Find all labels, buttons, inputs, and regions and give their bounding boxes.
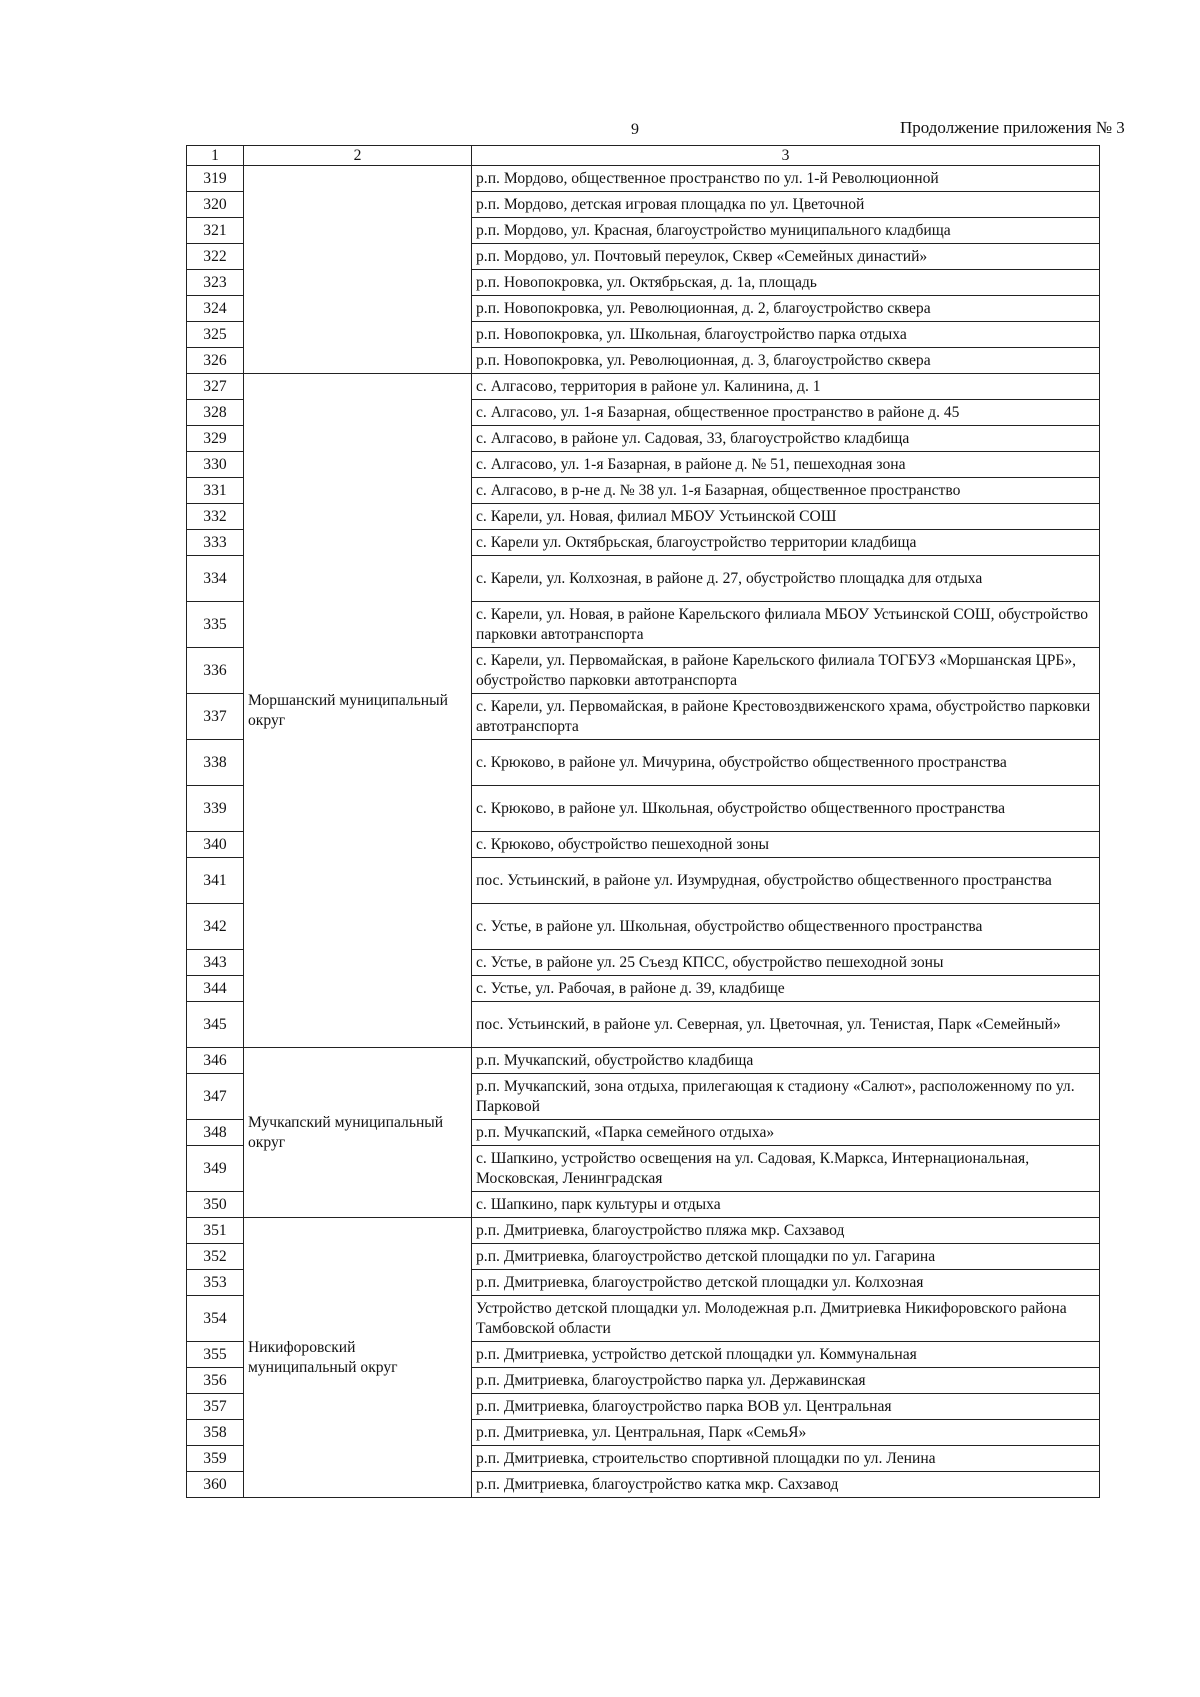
object-description: с. Алгасово, в р-не д. № 38 ул. 1-я Базарная, общественное пространство (472, 478, 1100, 504)
object-description: р.п. Новопокровка, ул. Революционная, д. 3, благоустройство сквера (472, 348, 1100, 374)
row-number: 344 (187, 976, 244, 1002)
table-row (187, 1218, 1100, 1244)
object-description: р.п. Дмитриевка, благоустройство детской площадки ул. Колхозная (472, 1270, 1100, 1296)
table-row (187, 374, 1100, 400)
object-description: р.п. Дмитриевка, ул. Центральная, Парк «СемьЯ» (472, 1420, 1100, 1446)
row-number: 324 (187, 296, 244, 322)
row-number: 333 (187, 530, 244, 556)
row-number: 328 (187, 400, 244, 426)
object-description: с. Карели, ул. Новая, филиал МБОУ Устьинской СОШ (472, 504, 1100, 530)
row-number: 354 (187, 1296, 244, 1342)
object-description: с. Алгасово, ул. 1-я Базарная, в районе д. № 51, пешеходная зона (472, 452, 1100, 478)
object-description: с. Устье, ул. Рабочая, в районе д. 39, кладбище (472, 976, 1100, 1002)
row-number: 327 (187, 374, 244, 400)
row-number: 338 (187, 740, 244, 786)
object-description: с. Карели, ул. Новая, в районе Карельского филиала МБОУ Устьинской СОШ, обустройство парковки автотранспорта (472, 602, 1100, 648)
row-number: 339 (187, 786, 244, 832)
row-number: 337 (187, 694, 244, 740)
column-header-district: 2 (244, 146, 472, 166)
row-number: 326 (187, 348, 244, 374)
row-number: 355 (187, 1342, 244, 1368)
row-number: 356 (187, 1368, 244, 1394)
row-number: 343 (187, 950, 244, 976)
object-description: с. Крюково, обустройство пешеходной зоны (472, 832, 1100, 858)
object-description: с. Алгасово, в районе ул. Садовая, 33, благоустройство кладбища (472, 426, 1100, 452)
row-number: 325 (187, 322, 244, 348)
object-description: р.п. Дмитриевка, строительство спортивной площадки по ул. Ленина (472, 1446, 1100, 1472)
object-description: Устройство детской площадки ул. Молодежная р.п. Дмитриевка Никифоровского района Тамбовской области (472, 1296, 1100, 1342)
row-number: 359 (187, 1446, 244, 1472)
row-number: 348 (187, 1120, 244, 1146)
column-header-object: 3 (472, 146, 1100, 166)
object-description: р.п. Мордово, ул. Почтовый переулок, Сквер «Семейных династий» (472, 244, 1100, 270)
district-name (244, 166, 472, 374)
object-description: р.п. Мучкапский, зона отдыха, прилегающая к стадиону «Салют», расположенному по ул. Парковой (472, 1074, 1100, 1120)
row-number: 350 (187, 1192, 244, 1218)
row-number: 358 (187, 1420, 244, 1446)
row-number: 332 (187, 504, 244, 530)
object-description: с. Устье, в районе ул. Школьная, обустройство общественного пространства (472, 904, 1100, 950)
row-number: 329 (187, 426, 244, 452)
row-number: 330 (187, 452, 244, 478)
object-description: р.п. Дмитриевка, благоустройство пляжа мкр. Сахзавод (472, 1218, 1100, 1244)
column-header-number: 1 (187, 146, 244, 166)
page-number: 9 (631, 121, 639, 138)
district-name: Мучкапский муниципальный округ (244, 1048, 472, 1218)
object-description: пос. Устьинский, в районе ул. Изумрудная, обустройство общественного пространства (472, 858, 1100, 904)
row-number: 331 (187, 478, 244, 504)
table-header (187, 146, 1100, 166)
object-description: р.п. Мучкапский, обустройство кладбища (472, 1048, 1100, 1074)
row-number: 322 (187, 244, 244, 270)
object-description: р.п. Новопокровка, ул. Революционная, д. 2, благоустройство сквера (472, 296, 1100, 322)
row-number: 342 (187, 904, 244, 950)
table-row (187, 166, 1100, 192)
row-number: 352 (187, 1244, 244, 1270)
row-number: 335 (187, 602, 244, 648)
object-description: с. Алгасово, территория в районе ул. Калинина, д. 1 (472, 374, 1100, 400)
row-number: 353 (187, 1270, 244, 1296)
object-description: р.п. Дмитриевка, устройство детской площадки ул. Коммунальная (472, 1342, 1100, 1368)
object-description: р.п. Мучкапский, «Парка семейного отдыха» (472, 1120, 1100, 1146)
object-description: р.п. Новопокровка, ул. Школьная, благоустройство парка отдыха (472, 322, 1100, 348)
district-name: Никифоровский муниципальный округ (244, 1218, 472, 1498)
object-description: р.п. Дмитриевка, благоустройство детской площадки по ул. Гагарина (472, 1244, 1100, 1270)
continuation-note: Продолжение приложения № 3 (900, 118, 1125, 137)
row-number: 336 (187, 648, 244, 694)
row-number: 347 (187, 1074, 244, 1120)
row-number: 346 (187, 1048, 244, 1074)
table-row (187, 1048, 1100, 1074)
row-number: 345 (187, 1002, 244, 1048)
row-number: 323 (187, 270, 244, 296)
object-description: с. Карели, ул. Колхозная, в районе д. 27, обустройство площадка для отдыха (472, 556, 1100, 602)
object-description: р.п. Дмитриевка, благоустройство катка мкр. Сахзавод (472, 1472, 1100, 1498)
district-name: Моршанский муниципальный округ (244, 374, 472, 1048)
object-description: с. Карели ул. Октябрьская, благоустройство территории кладбища (472, 530, 1100, 556)
object-description: с. Устье, в районе ул. 25 Съезд КПСС, обустройство пешеходной зоны (472, 950, 1100, 976)
object-description: р.п. Мордово, детская игровая площадка по ул. Цветочной (472, 192, 1100, 218)
object-description: с. Крюково, в районе ул. Мичурина, обустройство общественного пространства (472, 740, 1100, 786)
object-description: р.п. Новопокровка, ул. Октябрьская, д. 1а, площадь (472, 270, 1100, 296)
row-number: 320 (187, 192, 244, 218)
row-number: 349 (187, 1146, 244, 1192)
row-number: 351 (187, 1218, 244, 1244)
row-number: 360 (187, 1472, 244, 1498)
row-number: 321 (187, 218, 244, 244)
registry-table (186, 145, 1100, 1498)
row-number: 357 (187, 1394, 244, 1420)
object-description: с. Алгасово, ул. 1-я Базарная, общественное пространство в районе д. 45 (472, 400, 1100, 426)
row-number: 334 (187, 556, 244, 602)
object-description: с. Шапкино, парк культуры и отдыха (472, 1192, 1100, 1218)
object-description: с. Карели, ул. Первомайская, в районе Карельского филиала ТОГБУЗ «Моршанская ЦРБ», обустройство парковки автотранспорта (472, 648, 1100, 694)
object-description: с. Карели, ул. Первомайская, в районе Крестовоздвиженского храма, обустройство парковки автотранспорта (472, 694, 1100, 740)
table-body (187, 166, 1100, 1498)
object-description: с. Шапкино, устройство освещения на ул. Садовая, К.Маркса, Интернациональная, Московская, Ленинградская (472, 1146, 1100, 1192)
object-description: с. Крюково, в районе ул. Школьная, обустройство общественного пространства (472, 786, 1100, 832)
object-description: р.п. Дмитриевка, благоустройство парка ВОВ ул. Центральная (472, 1394, 1100, 1420)
row-number: 341 (187, 858, 244, 904)
object-description: р.п. Дмитриевка, благоустройство парка ул. Державинская (472, 1368, 1100, 1394)
object-description: пос. Устьинский, в районе ул. Северная, ул. Цветочная, ул. Тенистая, Парк «Семейный» (472, 1002, 1100, 1048)
header-row (187, 146, 1100, 166)
object-description: р.п. Мордово, ул. Красная, благоустройство муниципального кладбища (472, 218, 1100, 244)
object-description: р.п. Мордово, общественное пространство по ул. 1-й Революционной (472, 166, 1100, 192)
row-number: 319 (187, 166, 244, 192)
row-number: 340 (187, 832, 244, 858)
